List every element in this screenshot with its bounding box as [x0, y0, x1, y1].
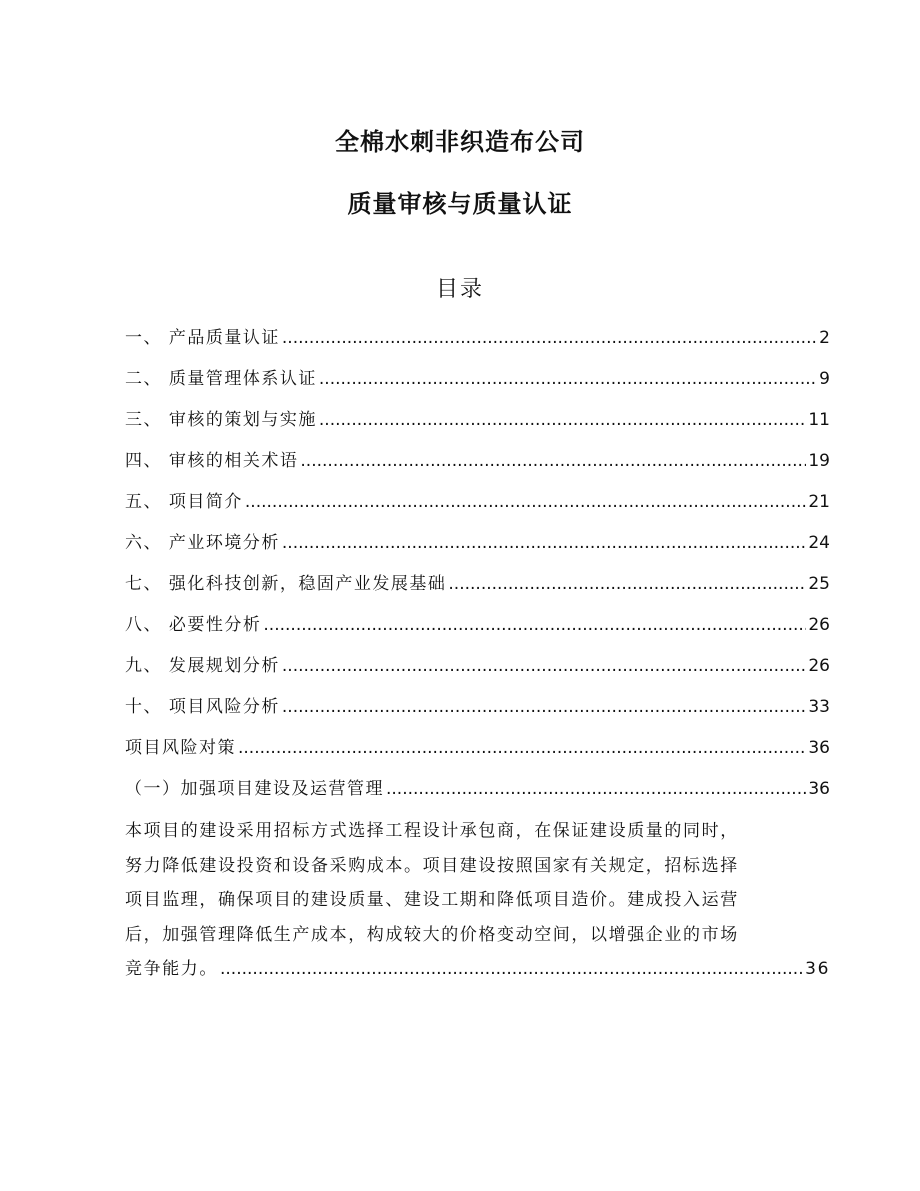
toc-leader-dots — [319, 361, 817, 397]
toc-entry-page: 24 — [808, 533, 830, 553]
toc-leader-dots — [263, 607, 806, 643]
toc-entry-label: 九、 发展规划分析 — [125, 656, 280, 676]
toc-entry-page: 26 — [808, 615, 830, 635]
toc-entry-page: 36 — [805, 959, 830, 979]
toc-entry-label: 三、 审核的策划与实施 — [125, 410, 317, 430]
toc-entry-page: 2 — [819, 328, 830, 348]
toc-leader-dots — [448, 566, 806, 602]
toc-paragraph-entry[interactable] — [125, 814, 830, 987]
toc-paragraph-line: 竞争能力。 — [125, 959, 218, 979]
toc-entry-label: 十、 项目风险分析 — [125, 697, 280, 717]
toc-paragraph-line: 后，加强管理降低生产成本，构成较大的价格变动空间，以增强企业的市场 — [125, 924, 739, 945]
toc-entry-label: 八、 必要性分析 — [125, 615, 262, 635]
toc-entry-label: 四、 审核的相关术语 — [125, 451, 299, 471]
toc-leader-dots — [300, 443, 806, 479]
document-title: 全棉水刺非织造布公司 — [335, 128, 585, 156]
toc-entry-label: 六、 产业环境分析 — [125, 533, 280, 553]
toc-entry-page: 36 — [808, 738, 830, 758]
toc-entry-page: 33 — [808, 697, 830, 717]
toc-paragraph-line: 努力降低建设投资和设备采购成本。项目建设按照国家有关规定，招标选择 — [125, 855, 739, 876]
toc-entry-label: 五、 项目简介 — [125, 492, 243, 512]
toc-entry-page: 36 — [808, 779, 830, 799]
toc-leader-dots — [282, 689, 806, 725]
toc-entry[interactable] — [125, 320, 830, 361]
toc-paragraph-line: 本项目的建设采用招标方式选择工程设计承包商，在保证建设质量的同时， — [125, 821, 739, 841]
toc-leader-dots — [282, 525, 806, 561]
toc-entry-page: 19 — [808, 451, 830, 471]
toc-leader-dots — [319, 402, 806, 438]
toc-entry-page: 26 — [808, 656, 830, 676]
toc-leader-dots — [220, 952, 803, 987]
toc-entry-page: 21 — [808, 492, 830, 512]
toc-entry[interactable] — [125, 771, 830, 812]
toc-entry-page: 25 — [808, 574, 830, 594]
toc-entry-label: （一）加强项目建设及运营管理 — [125, 779, 384, 799]
toc-paragraph-line: 项目监理，确保项目的建设质量、建设工期和降低项目造价。建成投入运营 — [125, 890, 739, 910]
toc-entry-label: 一、 产品质量认证 — [125, 328, 280, 348]
toc-entry[interactable] — [125, 443, 830, 484]
toc-entry[interactable] — [125, 730, 830, 771]
toc-leader-dots — [282, 648, 806, 684]
toc-heading: 目录 — [435, 277, 484, 302]
toc-entry[interactable] — [125, 566, 830, 607]
toc-leader-dots — [386, 771, 806, 807]
toc-leader-dots — [245, 484, 806, 520]
toc-entry-label: 二、 质量管理体系认证 — [125, 369, 317, 389]
toc-entry[interactable] — [125, 361, 830, 402]
toc-entry[interactable] — [125, 525, 830, 566]
toc-entry[interactable] — [125, 607, 830, 648]
toc-leader-dots — [238, 730, 806, 766]
toc-entry[interactable] — [125, 484, 830, 525]
toc-entry-label: 项目风险对策 — [125, 738, 236, 758]
table-of-contents — [125, 320, 830, 987]
toc-entry[interactable] — [125, 648, 830, 689]
toc-paragraph-last-line — [125, 952, 830, 987]
toc-entry-page: 9 — [819, 369, 830, 389]
toc-leader-dots — [282, 320, 817, 356]
toc-entry-label: 七、 强化科技创新，稳固产业发展基础 — [125, 574, 447, 594]
toc-entry-page: 11 — [808, 410, 830, 430]
toc-entry[interactable] — [125, 689, 830, 730]
document-subtitle: 质量审核与质量认证 — [347, 190, 573, 218]
toc-entry[interactable] — [125, 402, 830, 443]
